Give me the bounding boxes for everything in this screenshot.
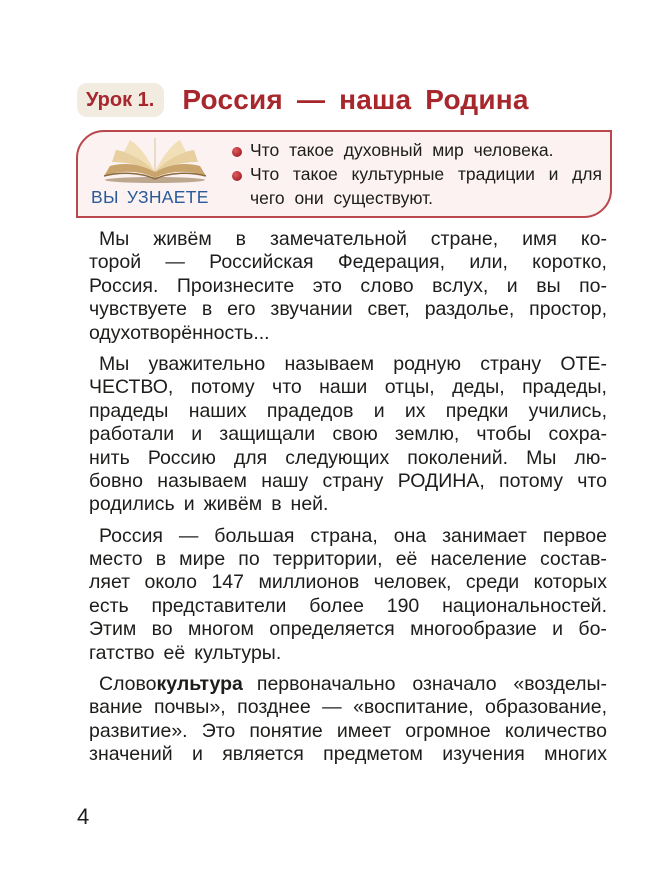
text-line: место в мире по территории, её население состав- <box>89 548 607 571</box>
learn-item: Что такое культурные традиции и для чего они существуют. <box>230 162 602 210</box>
text-line: одухотворённость... <box>89 321 270 344</box>
you-will-learn-label: ВЫ УЗНАЕТЕ <box>91 187 209 207</box>
text-line: прадеды наших прадедов и их предки учились, <box>89 399 607 422</box>
text-line: чувствуете в его звучании свет, раздолье, простор, <box>89 298 607 321</box>
text-line: Мы живём в замечательной стране, имя ко- <box>99 228 607 250</box>
lesson-header <box>77 80 529 120</box>
text-line: Россия. Произнесите это слово вслух, и вы по- <box>89 274 607 297</box>
text-line: торой — Российская Федерация, или, коротко, <box>89 251 607 274</box>
text-line: ЧЕСТВО, потому что наши отцы, деды, прадеды, <box>89 376 607 399</box>
text-line: вание почвы», позднее — «воспитание, образование, <box>89 696 607 719</box>
text-line: есть представители более 190 национальностей. <box>89 594 607 617</box>
learn-list <box>230 138 602 210</box>
paragraph <box>89 353 607 517</box>
text-line: Этим во многом определяется многообразие и бо- <box>89 618 607 641</box>
paragraph <box>89 673 607 767</box>
bullet-icon <box>232 171 242 181</box>
text-line: бовно называем нашу страну РОДИНА, потому что <box>89 469 607 492</box>
page-number: 4 <box>77 804 90 829</box>
text-line: Мы уважительно называем родную страну ОТЕ- <box>99 352 607 375</box>
paragraph <box>89 228 607 345</box>
text-line: ляет около 147 миллионов человек, среди которых <box>89 571 607 594</box>
text-word: первоначально означало «возделы- <box>256 673 607 696</box>
open-book-icon <box>100 136 210 184</box>
text-line <box>89 673 607 696</box>
lesson-title: Россия — наша Родина <box>182 84 529 115</box>
you-will-learn-box <box>76 130 612 218</box>
text-line: гатство её культуры. <box>89 641 282 664</box>
paragraph <box>89 525 607 665</box>
text-line: работали и защищали свою землю, чтобы сохра- <box>89 423 607 446</box>
term-kultura: культура <box>156 673 243 696</box>
text-line: значений и является предметом изучения многих <box>89 743 607 766</box>
text-word: Слово <box>99 673 157 696</box>
lesson-number-badge: Урок 1. <box>77 83 164 117</box>
body-text <box>89 228 607 775</box>
text-line: нить Россию для следующих поколений. Мы лю- <box>89 446 607 469</box>
bullet-icon <box>232 147 242 157</box>
text-line: развитие». Это понятие имеет огромное количество <box>89 719 607 742</box>
text-line: Россия — большая страна, она занимает первое <box>99 524 607 547</box>
text-line: родились и живём в ней. <box>89 493 329 516</box>
learn-item: Что такое духовный мир человека. <box>230 138 602 162</box>
